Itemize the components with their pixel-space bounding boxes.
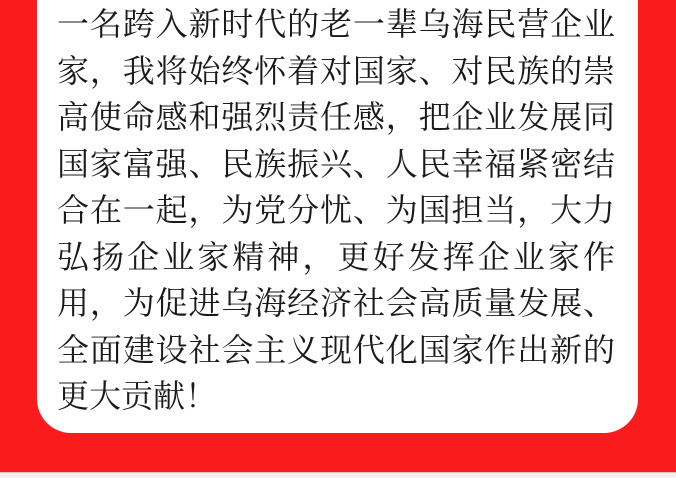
text-line: 更大贡献！ bbox=[57, 377, 218, 415]
text-line: 用，为促进乌海经济社会高质量发展、 bbox=[57, 284, 615, 322]
text-line: 国家富强、民族振兴、人民幸福紧密结 bbox=[57, 144, 615, 183]
text-line: 弘扬企业家精神，更好发挥企业家作 bbox=[57, 237, 615, 276]
text-line: 合在一起，为党分忧、为国担当，大力 bbox=[57, 191, 615, 229]
text-line: 高使命感和强烈责任感，把企业发展同 bbox=[57, 98, 615, 136]
bottom-strip bbox=[0, 472, 676, 478]
text-line: 家，我将始终怀着对国家、对民族的崇 bbox=[57, 51, 615, 90]
text-line: 全面建设社会主义现代化国家作出新的 bbox=[57, 330, 615, 369]
text-line: 一名跨入新时代的老一辈乌海民营企业 bbox=[57, 5, 615, 43]
content-card bbox=[37, 0, 638, 433]
article-paragraph bbox=[57, 1, 615, 420]
